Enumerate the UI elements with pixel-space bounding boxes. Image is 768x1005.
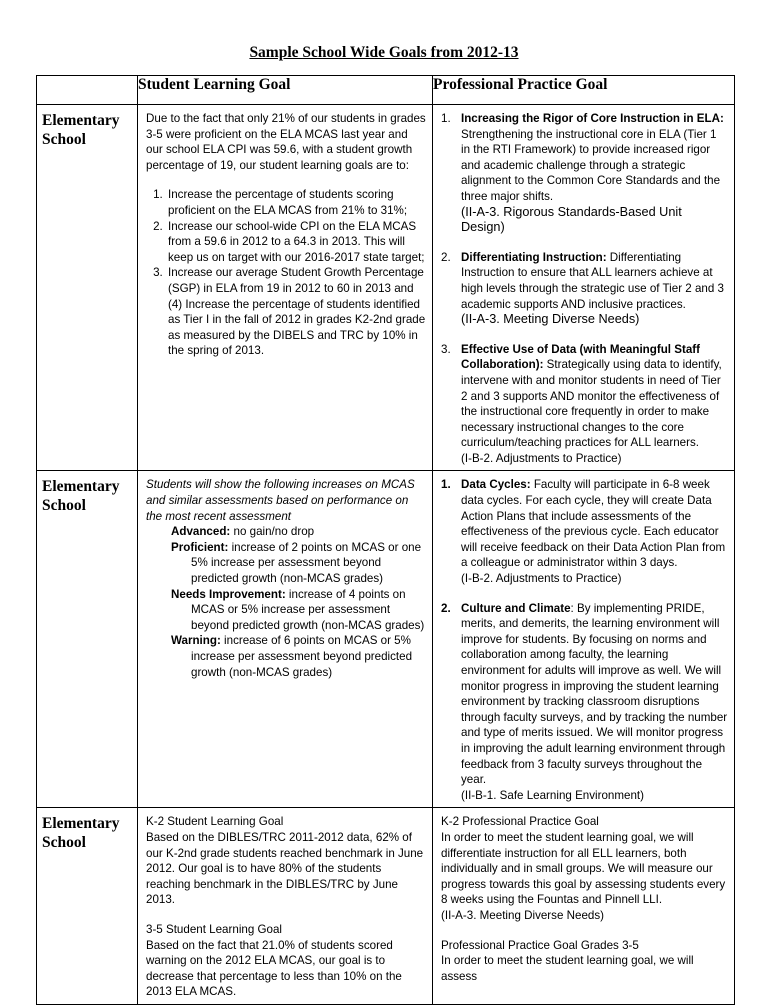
k2-professional-goal-title: K-2 Professional Practice Goal (441, 815, 599, 829)
goals-table (36, 75, 735, 1005)
list-item: 1. Data Cycles: Faculty will participate in 6-8 week data cycles. For each cycle, they will create Data Action Plans that include assessments of the effectiveness of the previous cycle. Each educator will receive feedback on their Data Action Plan from a colleague or administrator within 3 days. (I-B-2. Adjustments to Practice) (441, 478, 726, 586)
student-goal-cell (138, 105, 433, 471)
student-goal-header: Student Learning Goal (138, 76, 433, 105)
professional-goal-header: Professional Practice Goal (433, 76, 735, 105)
level-warning: Warning: increase of 6 points on MCAS or 5% increase per assessment beyond predicted growth (non-MCAS grades) (171, 634, 413, 679)
student-goal-list (146, 187, 426, 359)
table-row (37, 471, 735, 808)
student-goal-cell (138, 808, 433, 1005)
school-label: Elementary School (37, 471, 138, 808)
student-goal-cell (138, 471, 433, 808)
list-item: 2. Increase our school-wide CPI on the ELA MCAS from a 59.6 in 2012 to a 64.3 in 2013. This will keep us on target with our 2016-2017 state target; (166, 219, 426, 266)
table-row (37, 105, 735, 471)
g35-student-goal-title: 3-5 Student Learning Goal (146, 922, 283, 936)
student-goal-intro: Students will show the following increases on MCAS and similar assessments based on performance on the most recent assessment (146, 478, 415, 523)
professional-goal-cell (433, 471, 735, 808)
corner-cell (37, 76, 138, 105)
g35-student-goal-text: Based on the fact that 21.0% of students scored warning on the 2012 ELA MCAS, our goal is to decrease that percentage to less than 10% on the 2013 ELA MCAS. (146, 938, 402, 999)
list-item: 1. Increasing the Rigor of Core Instruction in ELA: Strengthening the instructional core in ELA (Tier 1 in the RTI Framework) to provide increased rigor and academic challenge through a strategic alignment to the Common Core Standards and the three major shifts. (II-A-3. Rigorous Standards-Based Unit Design) (441, 112, 724, 235)
school-label: Elementary School (37, 105, 138, 471)
list-item: 1. Increase the percentage of students scoring proficient on the ELA MCAS from 21% to 31%; (166, 187, 426, 218)
student-goal-intro: Due to the fact that only 21% of our students in grades 3-5 were proficient on the ELA MCAS last year and our school ELA CPI was 59.6, with a student growth percentage of 19, our student learning goals are to: (146, 112, 426, 172)
list-item: 3. Increase our average Student Growth Percentage (SGP) in ELA from 19 in 2012 to 60 in 2013 and (4) Increase the percentage of students identified as Tier I in the fall of 2012 in grades K2-2nd grade as measured by the DIBELS and TRC by 10% in the spring of 2013. (166, 265, 426, 359)
list-item: 3. Effective Use of Data (with Meaningful Staff Collaboration): Strategically using data to identify, intervene with and monitor students in need of Tier 2 and 3 supports AND monitor the effectiveness of the instructional core frequently in order to make necessary instructional changes to the core curriculum/teaching practices for ALL learners. (I-B-2. Adjustments to Practice) (441, 342, 722, 465)
k2-professional-goal-standard: (II-A-3. Meeting Diverse Needs) (441, 908, 605, 922)
page-title: Sample School Wide Goals from 2012-13 (249, 44, 519, 61)
k2-student-goal-text: Based on the DIBLES/TRC 2011-2012 data, 62% of our K-2nd grade students reached benchmark in June 2012. Our goal is to have 80% of the students reaching benchmark in the DIBLES/TRC by June 2013. (146, 830, 424, 907)
k2-student-goal-title: K-2 Student Learning Goal (146, 815, 284, 829)
g35-professional-goal-text: In order to meet the student learning goal, we will assess (441, 954, 694, 983)
school-label: Elementary School (37, 808, 138, 1005)
professional-goal-cell (433, 105, 735, 471)
header-row (37, 76, 735, 105)
table-row (37, 808, 735, 1005)
g35-professional-goal-title: Professional Practice Goal Grades 3-5 (441, 938, 639, 952)
list-item: 2. Culture and Climate: By implementing PRIDE, merits, and demerits, the learning environment will improve for students. By focusing on norms and collaboration among faculty, the learning environment for adults will improve as well. We will monitor progress in improving the student learning environment by tracking classroom disruptions through faculty surveys, and by tracking the number and type of merits issued. We will monitor progress in improving the adult learning environment through feedback from 3 faculty surveys throughout the year. (II-B-1. Safe Learning Environment) (441, 601, 728, 802)
level-proficient: Proficient: increase of 2 points on MCAS or one 5% increase per assessment beyond predicted growth (non-MCAS grades) (171, 540, 422, 586)
professional-goal-cell (433, 808, 735, 1005)
level-advanced: Advanced: no gain/no drop (171, 525, 315, 539)
list-item: 2. Differentiating Instruction: Differentiating Instruction to ensure that ALL learners achieve at high levels through the strategic use of Tier 2 and 3 academic supports AND inclusive practices. (II-A-3. Meeting Diverse Needs) (441, 250, 724, 327)
k2-professional-goal-text: In order to meet the student learning goal, we will differentiate instruction for all ELL learners, both individually and in small groups. We will measure our progress towards this goal by assessing students every 8 weeks using the Fountas and Pinnell LLI. (441, 830, 726, 907)
level-needs-improvement: Needs Improvement: increase of 4 points on MCAS or 5% increase per assessment beyond predicted growth (non-MCAS grades) (171, 587, 425, 632)
